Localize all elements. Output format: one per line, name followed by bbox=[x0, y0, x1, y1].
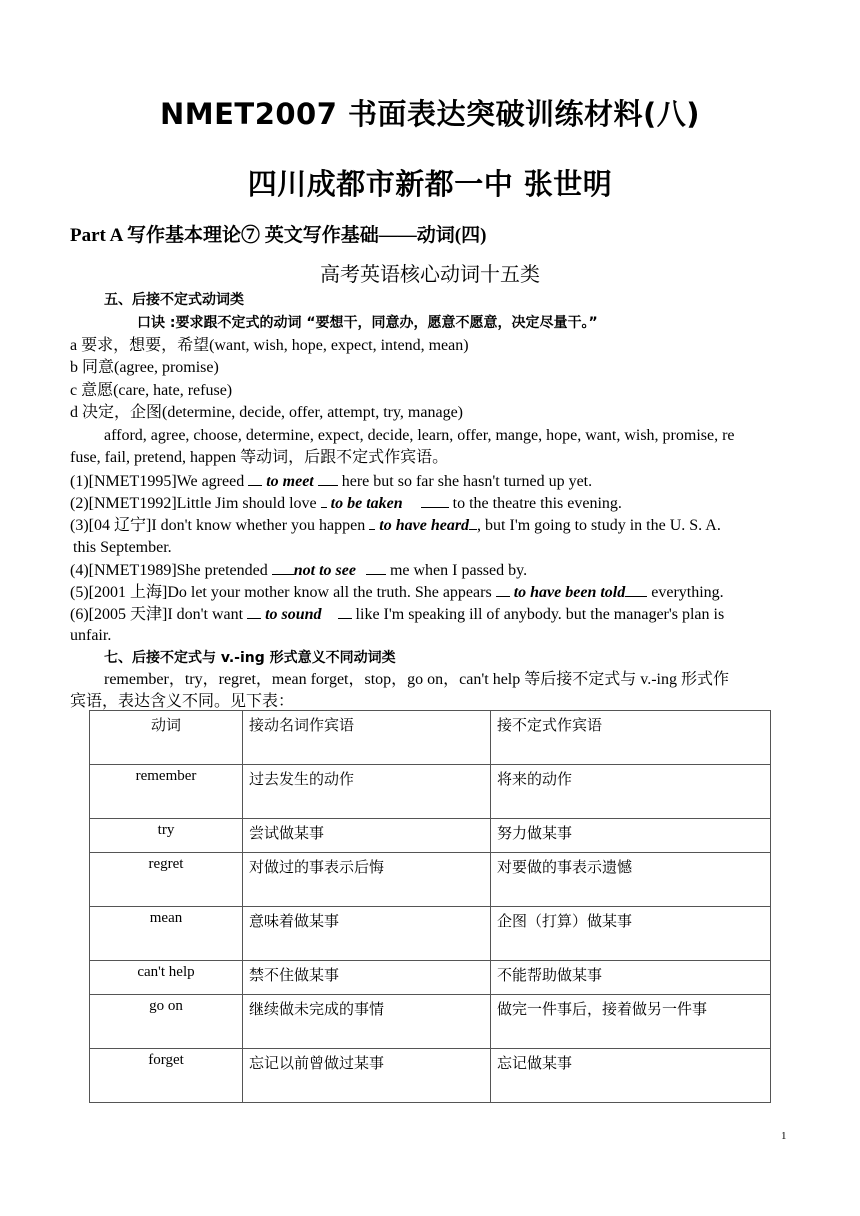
answer-text: to be taken bbox=[330, 495, 403, 512]
table-cell: 对做过的事表示后悔 bbox=[243, 853, 491, 907]
table-row bbox=[90, 853, 771, 907]
table-cell: 不能帮助做某事 bbox=[491, 961, 771, 995]
example-sentence: (5)[2001 上海]Do let your mother know all the truth. She appears to have been told everything. bbox=[70, 584, 724, 601]
list-item: a 要求，想要，希望(want, wish, hope, expect, intend, mean) bbox=[70, 337, 469, 354]
table-cell: remember bbox=[90, 765, 243, 819]
example-continuation: this September. bbox=[73, 539, 172, 556]
list-item: d 决定，企图(determine, decide, offer, attempt, try, manage) bbox=[70, 404, 464, 421]
list-item: c 意愿(care, hate, refuse) bbox=[70, 382, 233, 399]
table-cell: 禁不住做某事 bbox=[243, 961, 491, 995]
document-author: 四川成都市新都一中 张世明 bbox=[247, 167, 613, 201]
table-cell: 努力做某事 bbox=[491, 819, 771, 853]
table-row bbox=[90, 961, 771, 995]
core-verbs-title: 高考英语核心动词十五类 bbox=[320, 264, 540, 286]
paragraph-line: fuse, fail, pretend, happen 等动词，后跟不定式作宾语。 bbox=[70, 449, 449, 466]
example-sentence: (2)[NMET1992]Little Jim should love to be taken to the theatre this evening. bbox=[70, 495, 622, 512]
table-cell: 忘记以前曾做过某事 bbox=[243, 1049, 491, 1103]
table-row bbox=[90, 995, 771, 1049]
section7-heading: 七、后接不定式与 v.-ing 形式意义不同动词类 bbox=[104, 650, 396, 666]
table-header-cell: 接动名词作宾语 bbox=[243, 711, 491, 765]
table-cell: go on bbox=[90, 995, 243, 1049]
paragraph-line: 宾语，表达含义不同。见下表： bbox=[70, 693, 295, 710]
table-cell: can't help bbox=[90, 961, 243, 995]
table-header-cell: 接不定式作宾语 bbox=[491, 711, 771, 765]
table-cell: regret bbox=[90, 853, 243, 907]
example-sentence: (3)[04 辽宁]I don't know whether you happen to have heard , but I'm going to study in the U. S. A. bbox=[70, 517, 721, 534]
table-cell: 忘记做某事 bbox=[491, 1049, 771, 1103]
document-title: NMET2007 书面表达突破训练材料(八) bbox=[159, 97, 701, 131]
answer-text: to meet bbox=[266, 473, 314, 490]
table-cell: mean bbox=[90, 907, 243, 961]
table-cell: 过去发生的动作 bbox=[243, 765, 491, 819]
table-cell: try bbox=[90, 819, 243, 853]
table-header-row bbox=[90, 711, 771, 765]
example-continuation: unfair. bbox=[70, 627, 112, 644]
answer-text: to have heard bbox=[379, 517, 470, 534]
example-sentence: (4)[NMET1989]She pretended not to see me when I passed by. bbox=[70, 562, 528, 579]
table-row bbox=[90, 907, 771, 961]
table-row bbox=[90, 765, 771, 819]
table-row bbox=[90, 1049, 771, 1103]
answer-text: not to see bbox=[293, 562, 356, 579]
section5-heading: 五、后接不定式动词类 bbox=[104, 292, 244, 308]
part-a-heading: Part A 写作基本理论⑦ 英文写作基础——动词(四) bbox=[70, 225, 487, 246]
table-cell: 对要做的事表示遗憾 bbox=[491, 853, 771, 907]
table-cell: 做完一件事后，接着做另一件事 bbox=[491, 995, 771, 1049]
answer-text: to sound bbox=[265, 606, 322, 623]
table-cell: 继续做未完成的事情 bbox=[243, 995, 491, 1049]
table-row bbox=[90, 819, 771, 853]
table-header-cell: 动词 bbox=[90, 711, 243, 765]
table-cell: 意味着做某事 bbox=[243, 907, 491, 961]
table-cell: 尝试做某事 bbox=[243, 819, 491, 853]
example-sentence: (1)[NMET1995]We agreed to meet here but so far she hasn't turned up yet. bbox=[70, 473, 593, 490]
section5-rhyme: 口诀 :要求跟不定式的动词 “要想干，同意办，愿意不愿意，决定尽量干。” bbox=[137, 315, 598, 331]
answer-text: to have been told bbox=[513, 584, 626, 601]
table-cell: forget bbox=[90, 1049, 243, 1103]
table-cell: 企图（打算）做某事 bbox=[491, 907, 771, 961]
paragraph-line: afford, agree, choose, determine, expect, decide, learn, offer, mange, hope, want, wish, promise, re bbox=[104, 427, 735, 444]
verb-comparison-table bbox=[89, 710, 771, 1103]
list-item: b 同意(agree, promise) bbox=[70, 359, 219, 376]
example-sentence: (6)[2005 天津]I don't want to sound like I'm speaking ill of anybody. but the manager's plan is bbox=[70, 606, 725, 623]
paragraph-line: remember，try，regret，mean forget，stop，go on，can't help 等后接不定式与 v.-ing 形式作 bbox=[104, 671, 729, 688]
page-number: 1 bbox=[781, 1130, 787, 1142]
table-cell: 将来的动作 bbox=[491, 765, 771, 819]
